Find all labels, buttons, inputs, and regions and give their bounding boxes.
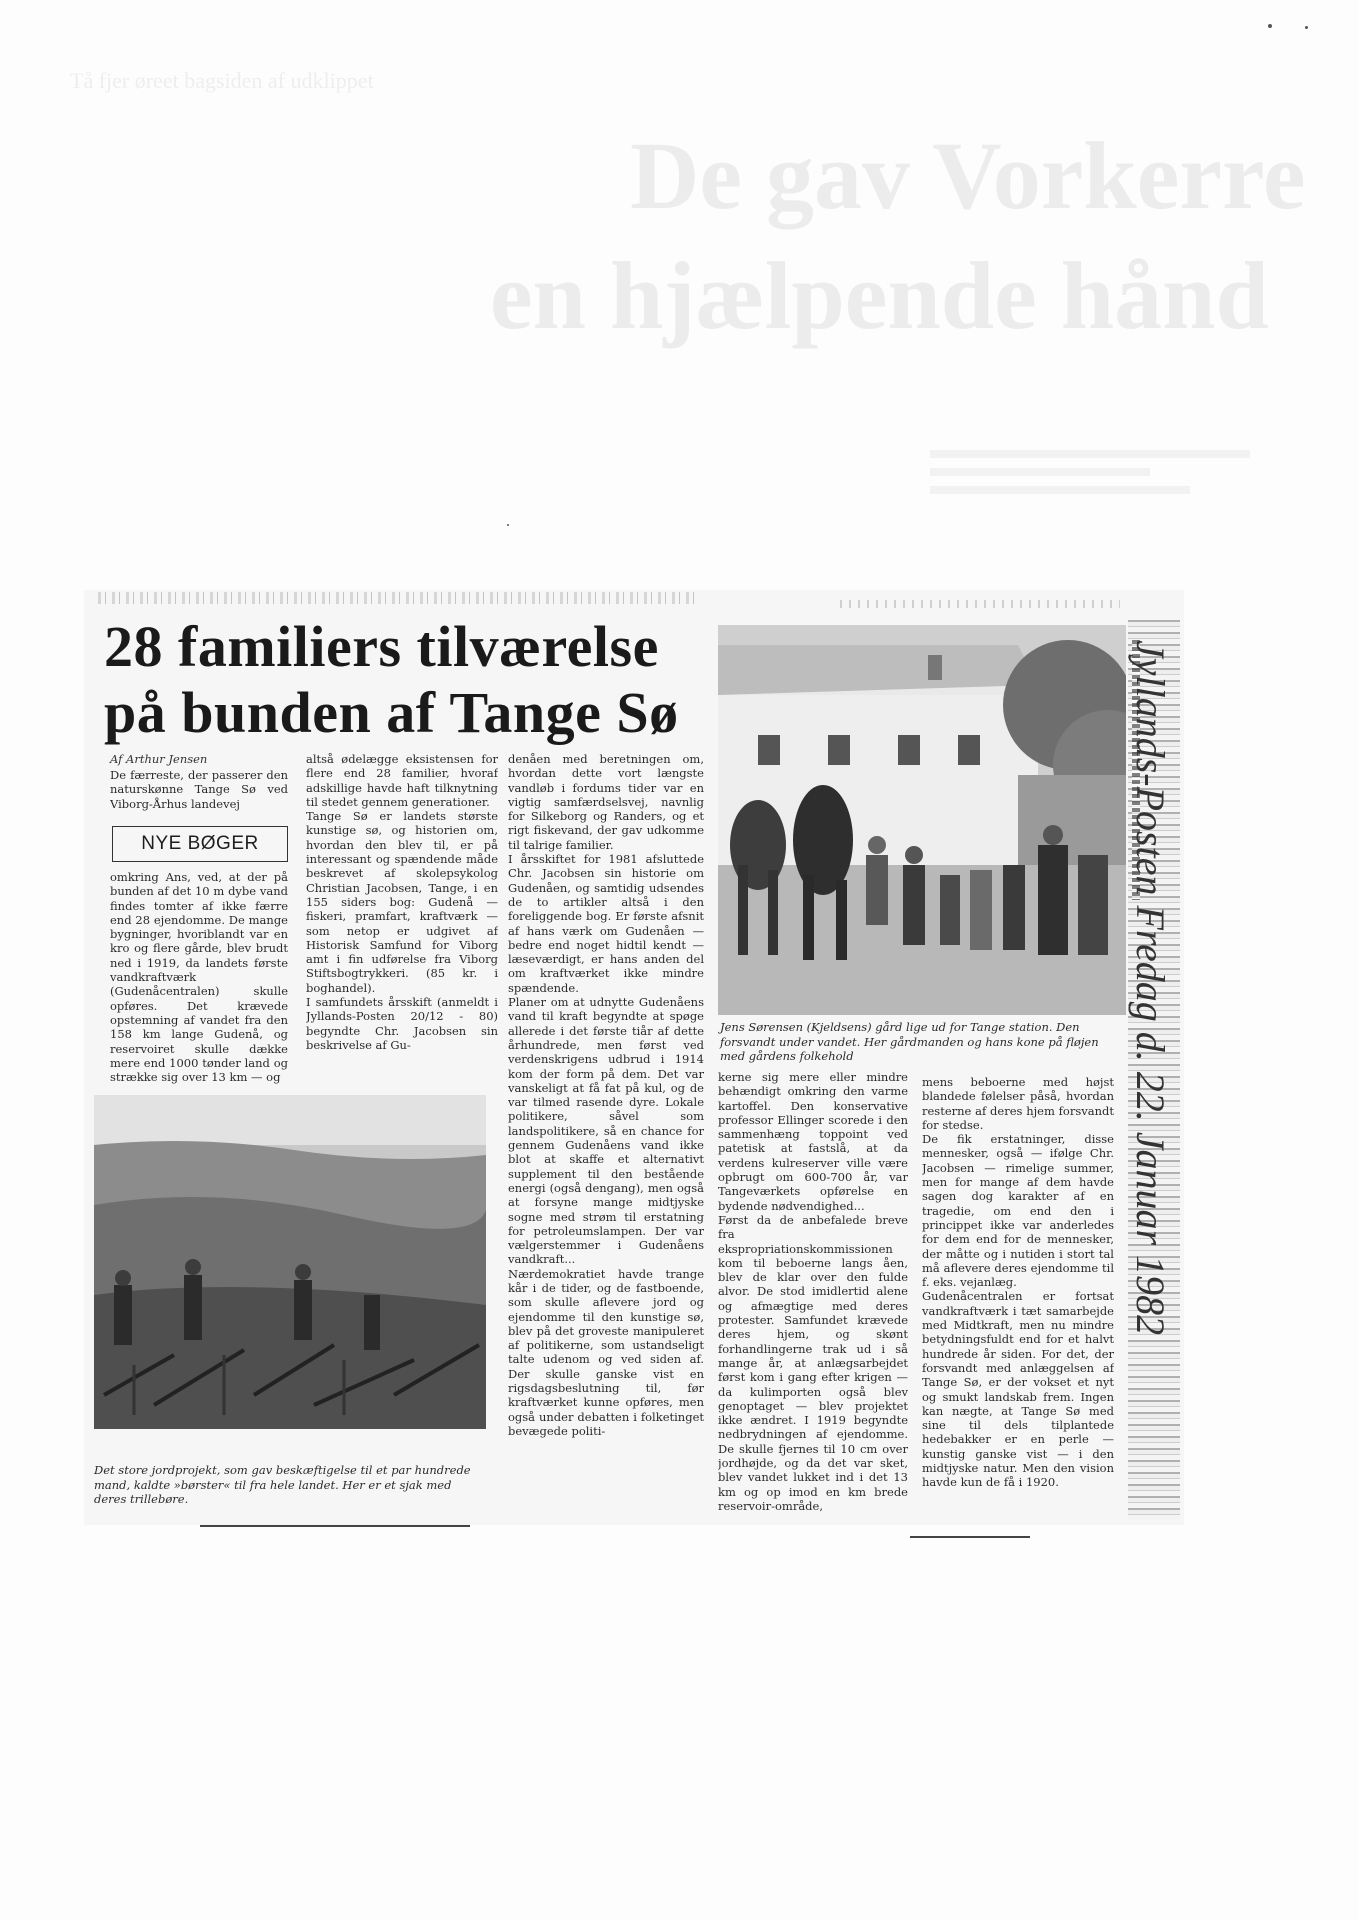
ghost-headline-line1: De gav Vorkerre xyxy=(630,122,1306,229)
column-1-bottom: omkring Ans, ved, at der på bunden af det 10 m dybe vand findes tomter af ikke færre end 28 ejendomme. De mange bygninger, hvoriblandt var en kro og flere gårde, blev brudt ned i 1919, da landets første vandkraftværk (Gudenåcentralen) skulle opføres. Det krævede opstemning af vandet fra den 158 km lange Gudenå, og reservoiret skulle dække mere end 1000 tønder land og strække sig over 13 km — og xyxy=(110,870,288,1085)
scan-noise xyxy=(840,600,1120,608)
section-box: NYE BØGER xyxy=(112,826,288,862)
dust-speck xyxy=(1268,24,1272,28)
dust-speck xyxy=(1305,26,1308,29)
farmhouse-photo-image xyxy=(718,625,1126,1015)
headline-line2: på bunden af Tange Sø xyxy=(104,680,679,745)
handwritten-annotation: Jyllands-Posten Fredag d. 22. Januar 1982 xyxy=(1128,640,1173,1336)
byline: Af Arthur Jensen xyxy=(110,752,208,766)
dust-speck xyxy=(507,524,509,526)
ghost-text-line xyxy=(930,450,1250,458)
column-4: kerne sig mere eller mindre behændigt omkring den varme kartoffel. Den konservative professor Ellinger scorede i den sammenhæng toppoint ved patetisk at fastslå, at da verdens kulreserver ville være opbrugt om 600-700 år, var Tangeværkets opførelse en bydende nødvendighed... Først da de anbefalede breve fra ekspropriationskommissionen kom til beboerne langs åen, blev de klar over den fulde alvor. De stod imidlertid alene og afmægtige med deres protester. Samfundet krævede deres hjem, og skønt forhandlingerne trak ud i så mange år, at anlægsarbejdet først kom i gang efter krigen — da kulimporten også blev genoptaget — blev projektet ikke ændret. I 1919 begyndte nedbrydningen af ejendomme. De skulle fjernes til 10 cm over jordhøjde, og da det var sket, blev vandet lukket ind i det 13 km og op imod en km brede reservoir-område, xyxy=(718,1070,908,1513)
farmhouse-photo xyxy=(718,625,1126,1015)
headline-line1: 28 familiers tilværelse xyxy=(104,614,659,679)
column-1-top: De færreste, der passerer den naturskønne Tange Sø ved Viborg-Århus landevej xyxy=(110,768,288,811)
column-3: denåen med beretningen om, hvordan dette vort længste vandløb i fordums tider var en vigtig samfærdselsvej, navnlig for Silkeborg og Randers, og et rigt fiskevand, der gav udkomme til talrige familier. I årsskiftet for 1981 afsluttede Chr. Jacobsen sin historie om Gudenåen, og samtidig udsendes de to artikler altså i den foreliggende bog. Er første afsnit af hans værk om Gudenåen — bedre end noget hidtil kendt — læseværdigt, er hans anden del om kraftværket ikke mindre spændende. Planer om at udnytte Gudenåens vand til kraft begyndte at spøge allerede i det første tiår af dette århundrede, men først ved verdenskrigens udbrud i 1914 kom der form på dem. Det var vanskeligt at få fat på kul, og de var tilmed rasende dyre. Lokale politikere, såvel som landspolitikere, så en chance for gennem Gudenåens vand ikke blot at skaffe et alternativt supplement til den bestående energi (også dengang), men også at forsyne mange midtjyske sogne med strøm til erstatning for petroleumslampen. Der var vælgerstemmer i Gudenåens vandkraft... Nærdemokratiet havde trange kår i de tider, og de fastboende, som skulle aflevere jord og ejendomme til den kunstige sø, blev på det groveste manipuleret af politikerne, som ustandseligt talte udenom og ved siden af. Der skulle ganske vist en rigsdagsbeslutning til, før kraftværket kunne opføres, men også under debatten i folketinget bevægede politi- xyxy=(508,752,704,1438)
workers-photo xyxy=(94,1095,486,1429)
ghost-kicker: Tå fjer øreet bagsiden af udklippet xyxy=(70,68,374,93)
ghost-text-line xyxy=(930,468,1150,476)
scan-noise xyxy=(98,592,698,604)
end-rule xyxy=(200,1525,470,1527)
column-2: altså ødelægge eksistensen for flere end 28 familier, hvoraf adskillige havde haft tilknytning til stedet gennem generationer. Tange Sø er landets største kunstige sø, og historien om, hvordan den blev til, er på interessant og spændende måde beskrevet af skolepsykolog Christian Jacobsen, Tange, i en 155 siders bog: Gudenå — fiskeri, pramfart, kraftværk — som netop er udgivet af Historisk Samfund for Viborg amt i fin udførelse fra Viborg Stiftsbogtrykkeri. (85 kr. i boghandel). I samfundets årsskift (anmeldt i Jyllands-Posten 20/12 - 80) begyndte Chr. Jacobsen sin beskrivelse af Gu- xyxy=(306,752,498,1052)
caption-farmhouse: Jens Sørensen (Kjeldsens) gård lige ud for Tange station. Den forsvandt under vandet. Her gårdmanden og hans kone på fløjen med gårdens folkehold xyxy=(720,1020,1099,1063)
caption-workers: Det store jordprojekt, som gav beskæftigelse til et par hundrede mand, kaldte »børster« til fra hele landet. Her er et sjak med deres trillebøre. xyxy=(94,1463,471,1506)
ghost-headline-line2: en hjælpende hånd xyxy=(490,242,1269,349)
column-5: mens beboerne med højst blandede følelser påså, hvordan resterne af deres hjem forsvandt for stedse. De fik erstatninger, disse mennesker, også — ifølge Chr. Jacobsen — rimelige summer, men for mange af dem havde sagen dog karakter af en tragedie, om end den i princippet ikke var anderledes for dem end for de mennesker, der måtte og i nutiden i stort tal må aflevere deres ejendomme til f. eks. vejanlæg. Gudenåcentralen er fortsat vandkraftværk i tæt samarbejde med Midtkraft, men nu mindre betydningsfuldt end for et halvt hundrede år siden. For det, der forsvandt med anlæggelsen af Tange Sø, er der vokset et nyt og smukt landskab frem. Ingen kan nægte, at Tange Sø med sine til dels tilplantede hedebakker er en perle — kunstig ganske vist — i den midtjyske natur. Men den vision havde kun de få i 1920. xyxy=(922,1075,1114,1490)
ghost-text-line xyxy=(930,486,1190,494)
end-rule xyxy=(910,1536,1030,1538)
workers-photo-image xyxy=(94,1095,486,1429)
